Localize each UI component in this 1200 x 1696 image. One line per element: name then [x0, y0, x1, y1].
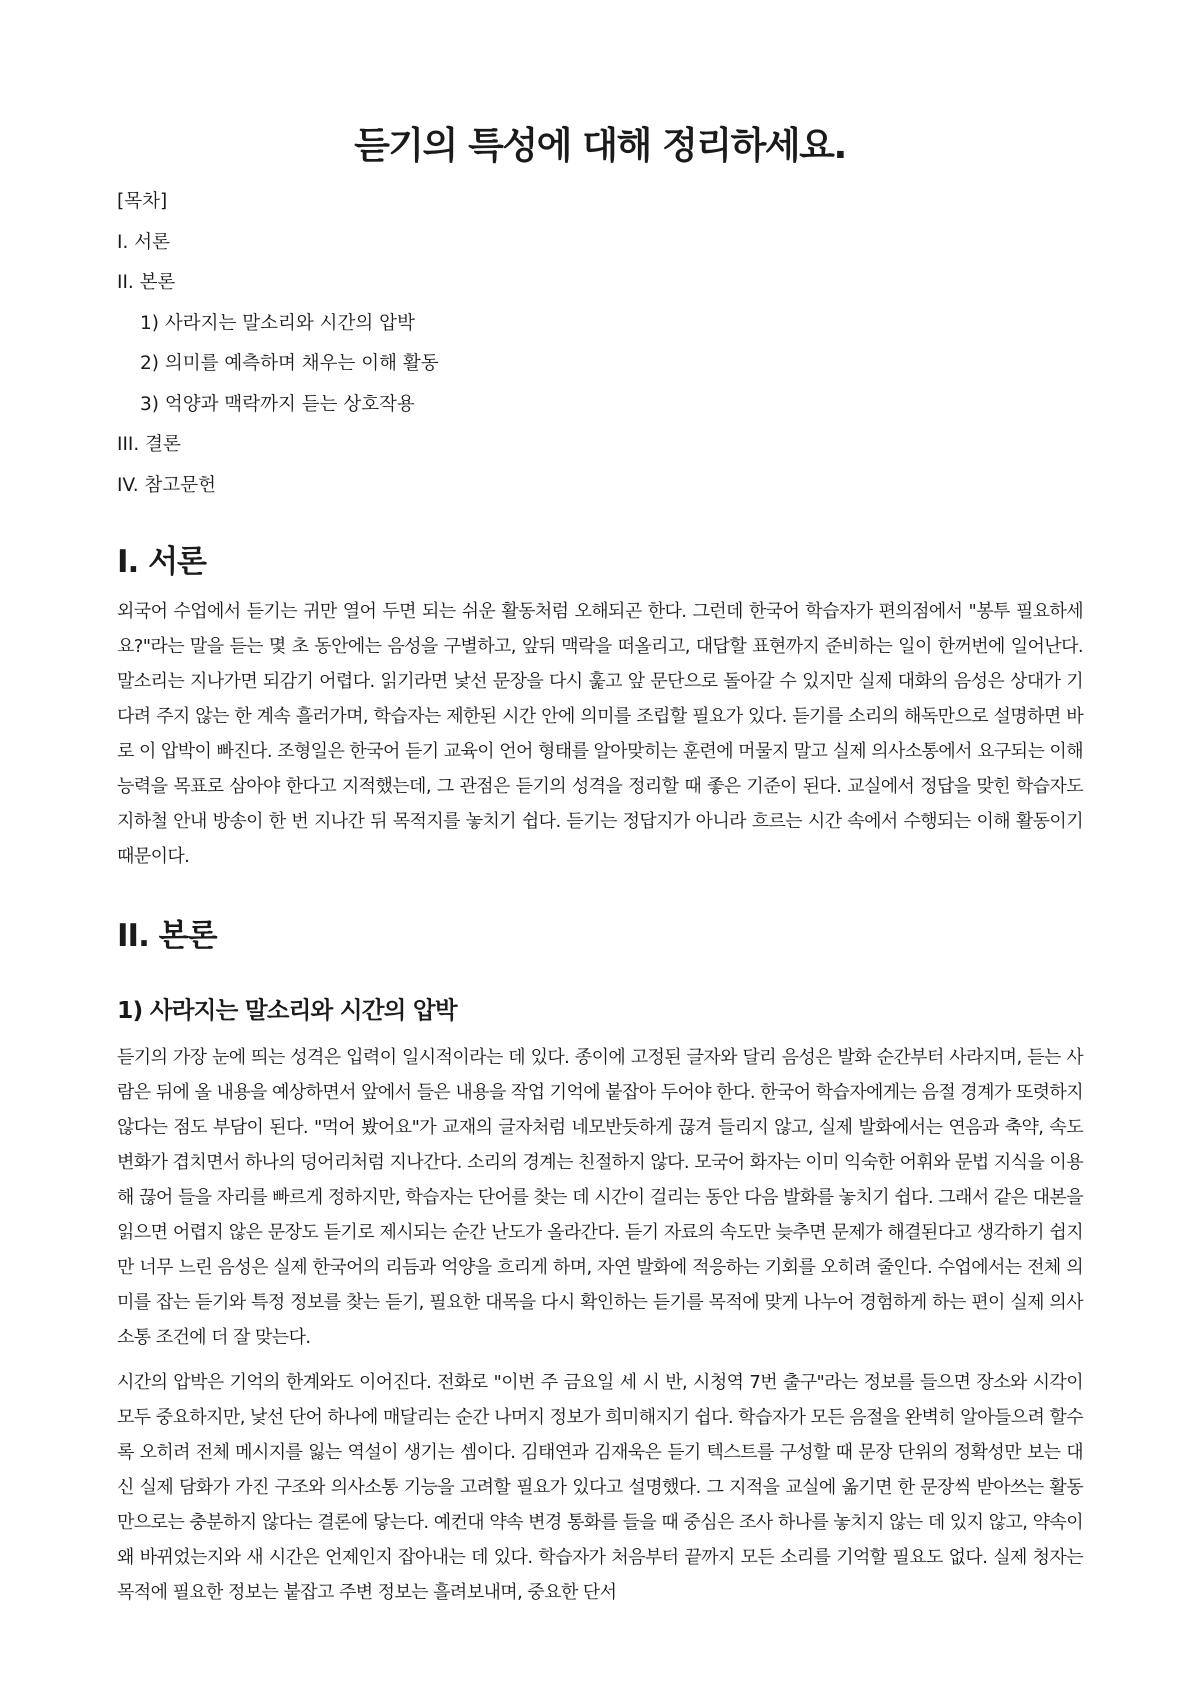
toc-item-body-1: 1) 사라지는 말소리와 시간의 압박: [140, 312, 415, 334]
body-paragraph-1: 듣기의 가장 눈에 띄는 성격은 입력이 일시적이라는 데 있다. 종이에 고정된 글자와 달리 음성은 발화 순간부터 사라지며, 듣는 사람은 뒤에 올 내용을 예상하면서 앞에서 들은 내용을 작업 기억에 붙잡아 두어야 한다. 한국어 학습자에게는 음절 경계가 또렷하지 않다는 점도 부담이 된다. "먹어 봤어요"가 교재의 글자처럼 네모반듯하게 끊겨 들리지 않고, 실제 발화에서는 연음과 축약, 속도 변화가 겹치면서 하나의 덩어리처럼 지나간다. 소리의 경계는 친절하지 않다. 모국어 화자는 이미 익숙한 어휘와 문법 지식을 이용해 끊어 들을 자리를 빠르게 정하지만, 학습자는 단어를 찾는 데 시간이 걸리는 동안 다음 발화를 놓치기 쉽다. 그래서 같은 대본을 읽으면 어렵지 않은 문장도 듣기로 제시되는 순간 난도가 올라간다. 듣기 자료의 속도만 늦추면 문제가 해결된다고 생각하기 쉽지만 너무 느린 음성은 실제 한국어의 리듬과 억양을 흐리게 하며, 자연 발화에 적응하는 기회를 오히려 줄인다. 수업에서는 전체 의미를 잡는 듣기와 특정 정보를 찾는 듣기, 필요한 대목을 다시 확인하는 듣기를 목적에 맞게 나누어 경험하게 하는 편이 실제 의사소통 조건에 더 잘 맞는다.: [117, 1047, 1083, 1348]
toc-item-intro: I. 서론: [117, 231, 170, 253]
toc-item-body-3: 3) 억양과 맥락까지 듣는 상호작용: [140, 393, 415, 415]
table-of-contents: [117, 182, 1083, 506]
subsection-heading-1: 1) 사라지는 말소리와 시간의 압박: [117, 996, 457, 1024]
toc-heading: [목차]: [117, 191, 168, 212]
document-title: 듣기의 특성에 대해 정리하세요.: [354, 124, 846, 167]
toc-item-references: IV. 참고문헌: [117, 474, 216, 496]
toc-item-body: II. 본론: [117, 272, 176, 293]
toc-item-body-2: 2) 의미를 예측하며 채우는 이해 활동: [140, 353, 439, 374]
toc-item-conclusion: III. 결론: [117, 434, 181, 455]
body-paragraph-2: 시간의 압박은 기억의 한계와도 이어진다. 전화로 "이번 주 금요일 세 시 반, 시청역 7번 출구"라는 정보를 들으면 장소와 시각이 모두 중요하지만, 낯선 단어 하나에 매달리는 순간 나머지 정보가 희미해지기 쉽다. 학습자가 모든 음절을 완벽히 알아들으려 할수록 오히려 전체 메시지를 잃는 역설이 생기는 셈이다. 김태연과 김재욱은 듣기 텍스트를 구성할 때 문장 단위의 정확성만 보는 대신 실제 담화가 가진 구조와 의사소통 기능을 고려할 필요가 있다고 설명했다. 그 지적을 교실에 옮기면 한 문장씩 받아쓰는 활동만으로는 충분하지 않다는 결론에 닿는다. 예컨대 약속 변경 통화를 들을 때 중심은 조사 하나를 놓치지 않는 데 있지 않고, 약속이 왜 바뀌었는지와 새 시간은 언제인지 잡아내는 데 있다. 학습자가 처음부터 끝까지 모든 소리를 기억할 필요도 없다. 실제 청자는 목적에 필요한 정보는 붙잡고 주변 정보는 흘려보내며, 중요한 단서: [117, 1372, 1083, 1603]
section-heading-intro: I. 서론: [117, 544, 206, 580]
section-heading-body: II. 본론: [117, 918, 217, 954]
intro-paragraph: 외국어 수업에서 듣기는 귀만 열어 두면 되는 쉬운 활동처럼 오해되곤 한다. 그런데 한국어 학습자가 편의점에서 "봉투 필요하세요?"라는 말을 듣는 몇 초 동안에는 음성을 구별하고, 앞뒤 맥락을 떠올리고, 대답할 표현까지 준비하는 일이 한꺼번에 일어난다. 말소리는 지나가면 되감기 어렵다. 읽기라면 낯선 문장을 다시 훑고 앞 문단으로 돌아갈 수 있지만 실제 대화의 음성은 상대가 기다려 주지 않는 한 계속 흘러가며, 학습자는 제한된 시간 안에 의미를 조립할 필요가 있다. 듣기를 소리의 해독만으로 설명하면 바로 이 압박이 빠진다. 조형일은 한국어 듣기 교육이 언어 형태를 알아맞히는 훈련에 머물지 말고 실제 의사소통에서 요구되는 이해 능력을 목표로 삼아야 한다고 지적했는데, 그 관점은 듣기의 성격을 정리할 때 좋은 기준이 된다. 교실에서 정답을 맞힌 학습자도 지하철 안내 방송이 한 번 지나간 뒤 목적지를 놓치기 쉽다. 듣기는 정답지가 아니라 흐르는 시간 속에서 수행되는 이해 활동이기 때문이다.: [117, 601, 1083, 867]
